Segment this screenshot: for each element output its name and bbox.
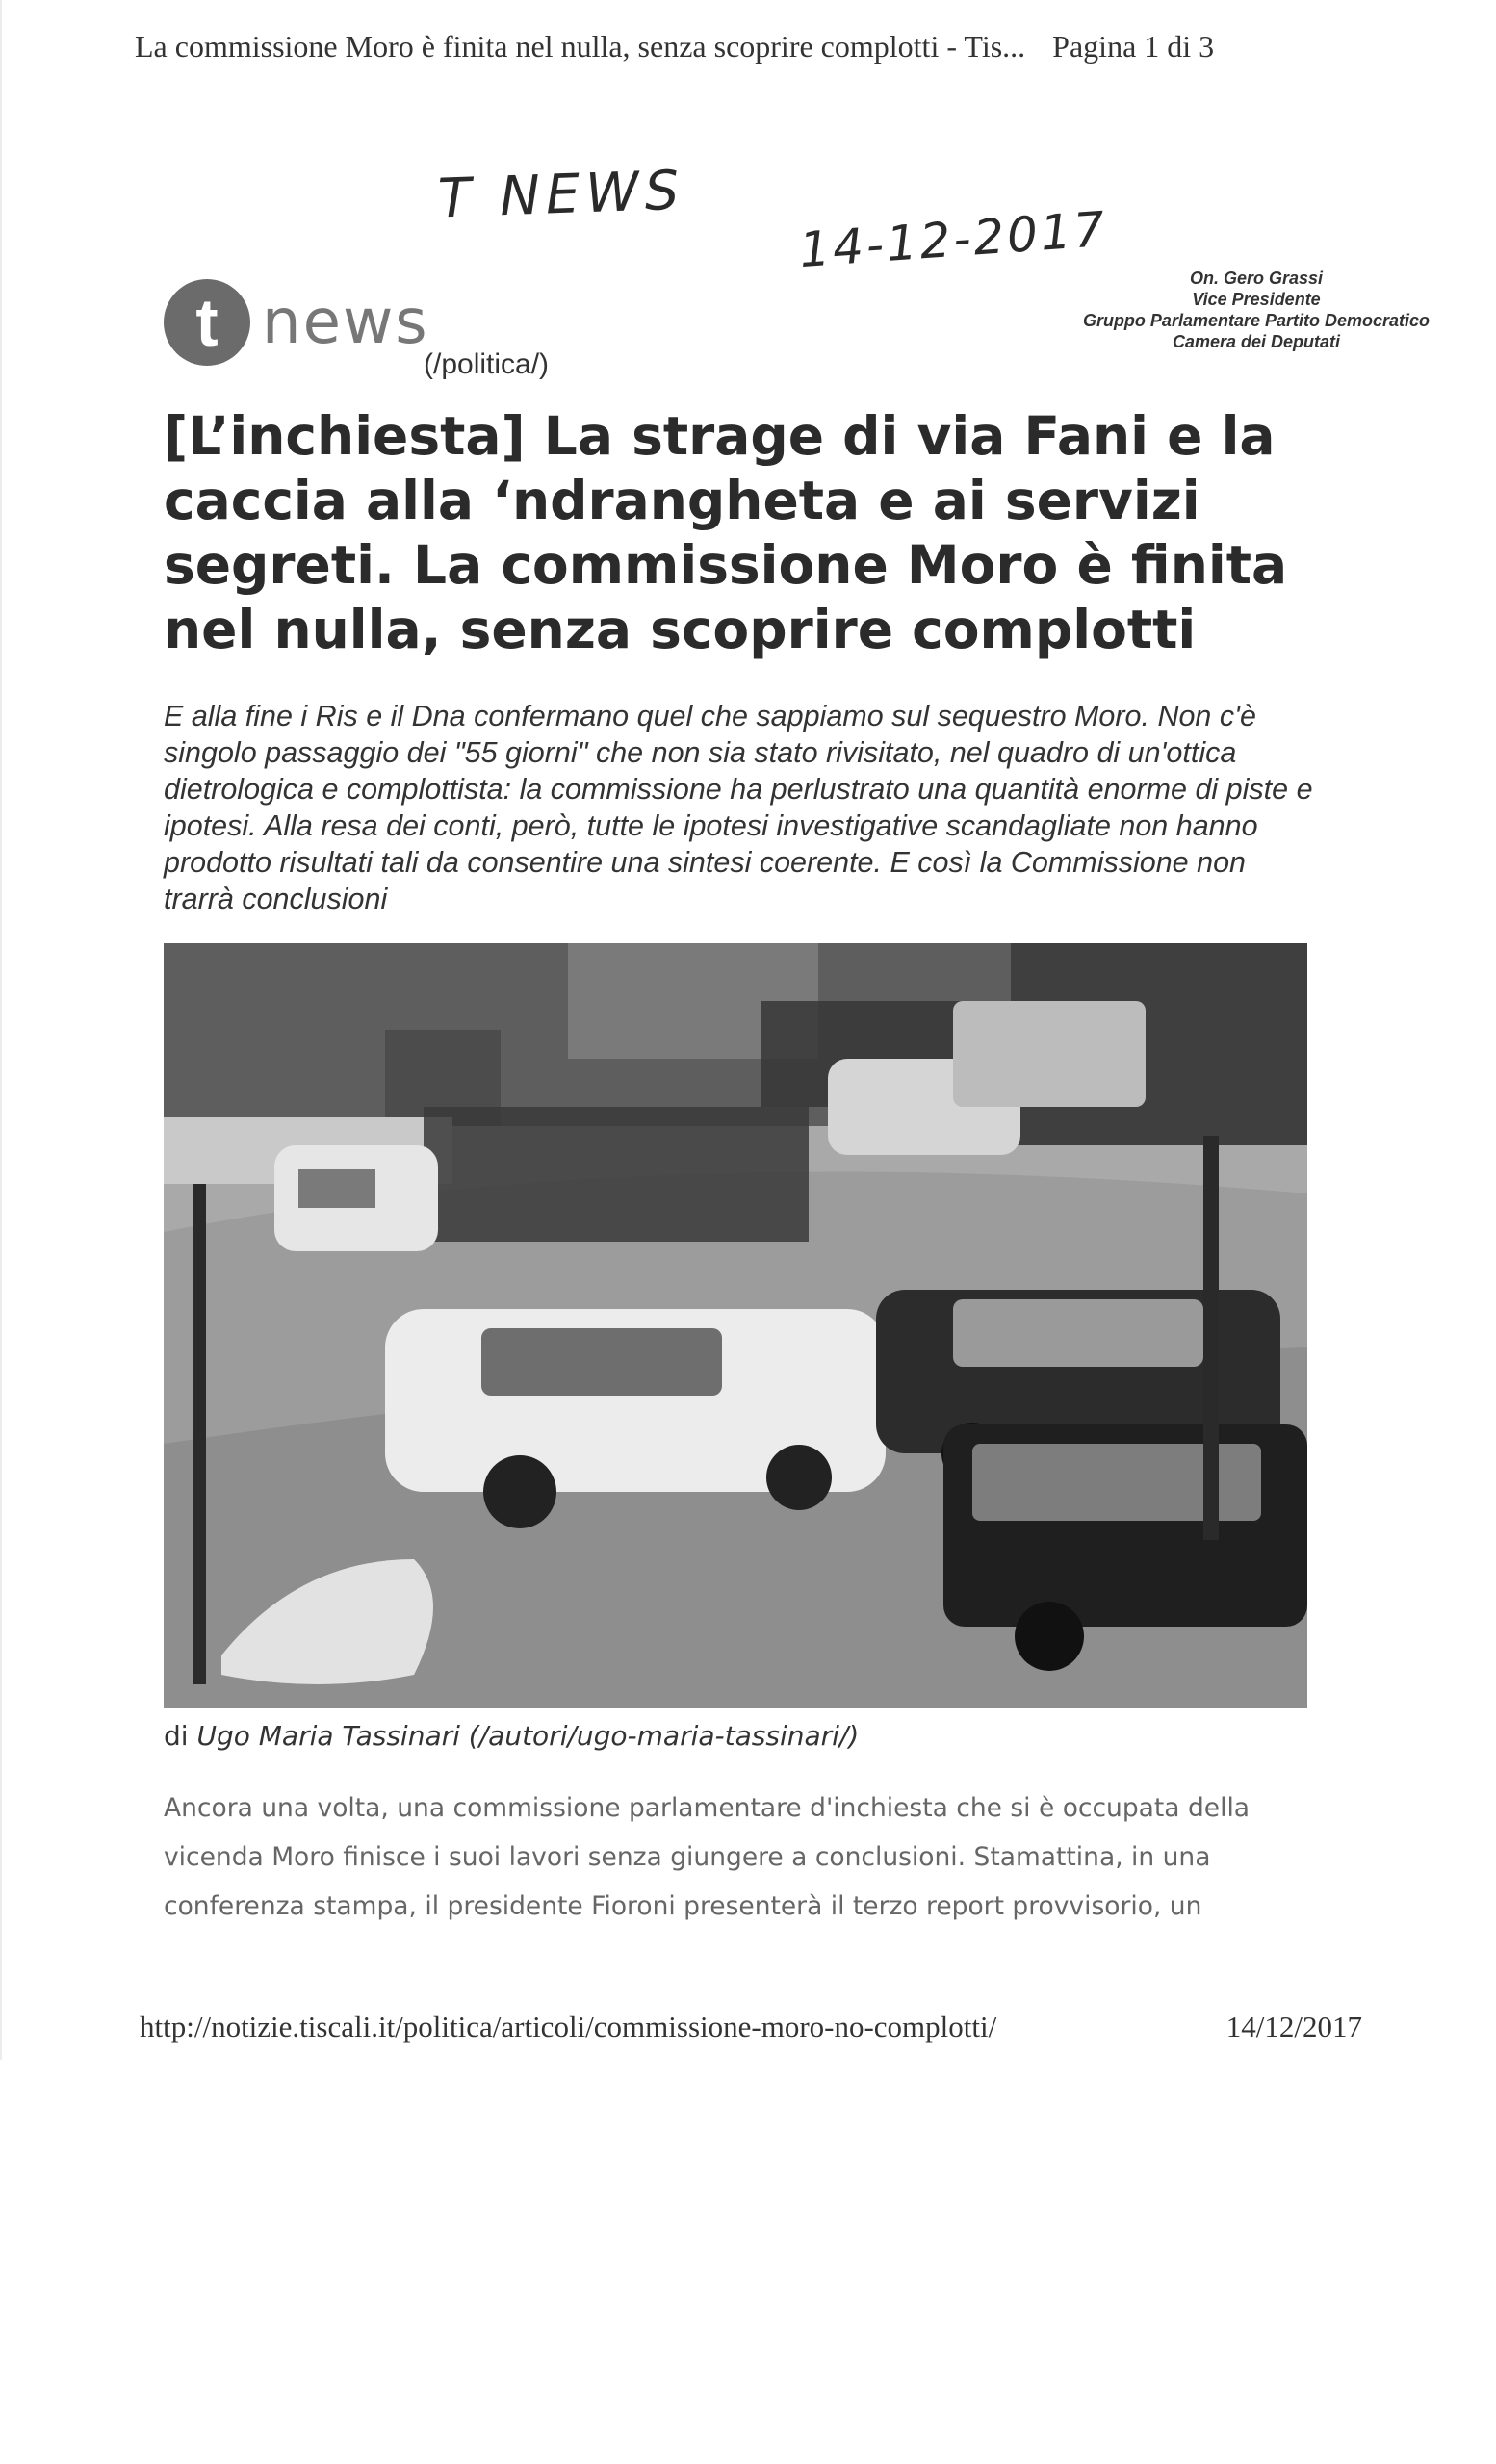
stamp-group: Gruppo Parlamentare Partito Democratico [1082,311,1431,330]
stamp-name: On. Gero Grassi [1189,269,1324,288]
handwritten-date-note: 14-12-2017 [797,200,1110,279]
article-headline: [L’inchiesta] La strage di via Fani e la caccia alla ‘ndrangheta e ai servizi segreti. La commissione Moro è finita nel nulla, senza scoprire complotti [164,405,1288,660]
print-header-page-label: Pagina 1 di 3 [1052,29,1215,64]
tnews-logo-word: news [262,287,429,358]
byline-prefix: di [164,1720,189,1752]
tnews-logo-icon: t [164,279,250,366]
article-byline [164,1720,859,1752]
footer-date: 14/12/2017 [1225,2010,1362,2043]
stamp-role: Vice Presidente [1192,290,1321,309]
author-link[interactable]: Ugo Maria Tassinari (/autori/ugo-maria-tassinari/) [196,1720,860,1752]
section-link-politica[interactable]: (/politica/) [424,348,550,380]
footer-url: http://notizie.tiscali.it/politica/articoli/commissione-moro-no-complotti/ [140,2010,997,2043]
article-photo [164,943,1307,1708]
print-header [135,29,1386,64]
print-footer [140,2010,1362,2044]
handwritten-tnews-note: T NEWS [436,159,686,231]
via-fani-scene-photo [164,943,1307,1708]
tnews-logo[interactable] [164,279,429,366]
article-summary: E alla fine i Ris e il Dna confermano quel che sappiamo sul sequestro Moro. Non c'è singolo passaggio dei "55 giorni" che non sia stato rivisitato, nel quadro di un'ottica dietrologica e complottista: la commissione ha perlustrato una quantità enorme di piste e ipotesi. Alla resa dei conti, però, tutte le ipotesi investigative scandagliate non hanno prodotto risultati tali da consentire una sintesi coerente. E così la Commissione non trarrà conclusioni [164,700,1313,915]
print-header-title: La commissione Moro è finita nel nulla, senza scoprire complotti - Tis... [135,29,1026,64]
stamp-chamber: Camera dei Deputati [1172,332,1341,351]
article-body: Ancora una volta, una commissione parlamentare d'inchiesta che si è occupata della vicenda Moro finisce i suoi lavori senza giungere a conclusioni. Stamattina, in una conferenza stampa, il presidente Fioroni presenterà il terzo report provvisorio, un [164,1793,1251,1921]
deputy-stamp [1045,268,1468,352]
